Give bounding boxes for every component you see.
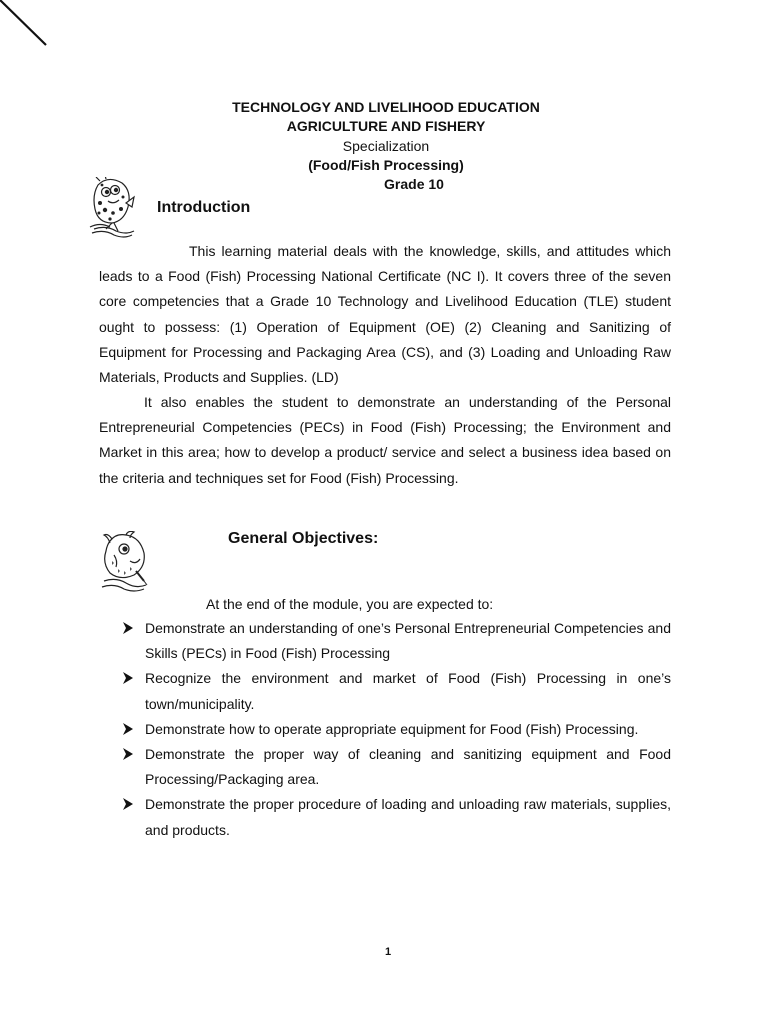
objectives-list [122, 616, 671, 843]
introduction-paragraph-2: It also enables the student to demonstrate an understanding of the Personal Entrepreneurial Competencies (PECs) in Food (Fish) Processing; the Environment and Market in this area; how to develop a product/ service and select a business idea based on the criteria and techniques set for Food (Fish) Processing. [99, 394, 671, 486]
specialization-label: Specialization [342, 138, 430, 154]
list-item [122, 792, 671, 842]
introduction-paragraph-1: This learning material deals with the knowledge, skills, and attitudes which leads to a Food (Fish) Processing National Certificate (NC I). It covers three of the seven core competencies that a Grade 10 Technology and Livelihood Education (TLE) student ought to possess: (1) Operation of Equipment (OE) (2) Cleaning and Sanitizing of Equipment for Processing and Packaging Area (CS), and (3) Loading and Unloading Raw Materials, Products and Supplies. (LD) [99, 243, 671, 386]
corner-diagonal-line [0, 0, 60, 60]
subject-title: TECHNOLOGY AND LIVELIHOOD EDUCATION [232, 99, 540, 115]
introduction-title: Introduction [157, 199, 251, 216]
list-item [122, 717, 671, 742]
arrow-bullet-icon [122, 797, 134, 811]
objective-text: Recognize the environment and market of Food (Fish) Processing in one’s town/municipality. [145, 670, 671, 712]
objective-text: Demonstrate the proper procedure of loading and unloading raw materials, supplies, and products. [145, 796, 671, 838]
grade-label: Grade 10 [384, 176, 444, 192]
objectives-lead-text: At the end of the module, you are expected to: [206, 596, 494, 612]
list-item [122, 666, 671, 716]
specialization-name: (Food/Fish Processing) [308, 157, 464, 173]
objective-text: Demonstrate the proper way of cleaning and sanitizing equipment and Food Processing/Packaging area. [145, 746, 671, 788]
list-item [122, 742, 671, 792]
objective-text: Demonstrate how to operate appropriate equipment for Food (Fish) Processing. [145, 720, 639, 737]
page-number: 1 [384, 946, 392, 958]
list-item [122, 616, 671, 666]
arrow-bullet-icon [122, 747, 134, 761]
arrow-bullet-icon [122, 621, 134, 635]
area-title: AGRICULTURE AND FISHERY [286, 118, 486, 134]
fish-with-pencil-mascot-icon [100, 531, 152, 593]
arrow-bullet-icon [122, 722, 134, 736]
objective-text: Demonstrate an understanding of one’s Personal Entrepreneurial Competencies and Skills (PECs) in Food (Fish) Processing [145, 620, 671, 662]
spotted-fish-mascot-icon [86, 177, 138, 239]
general-objectives-title: General Objectives: [228, 530, 379, 547]
arrow-bullet-icon [122, 671, 134, 685]
